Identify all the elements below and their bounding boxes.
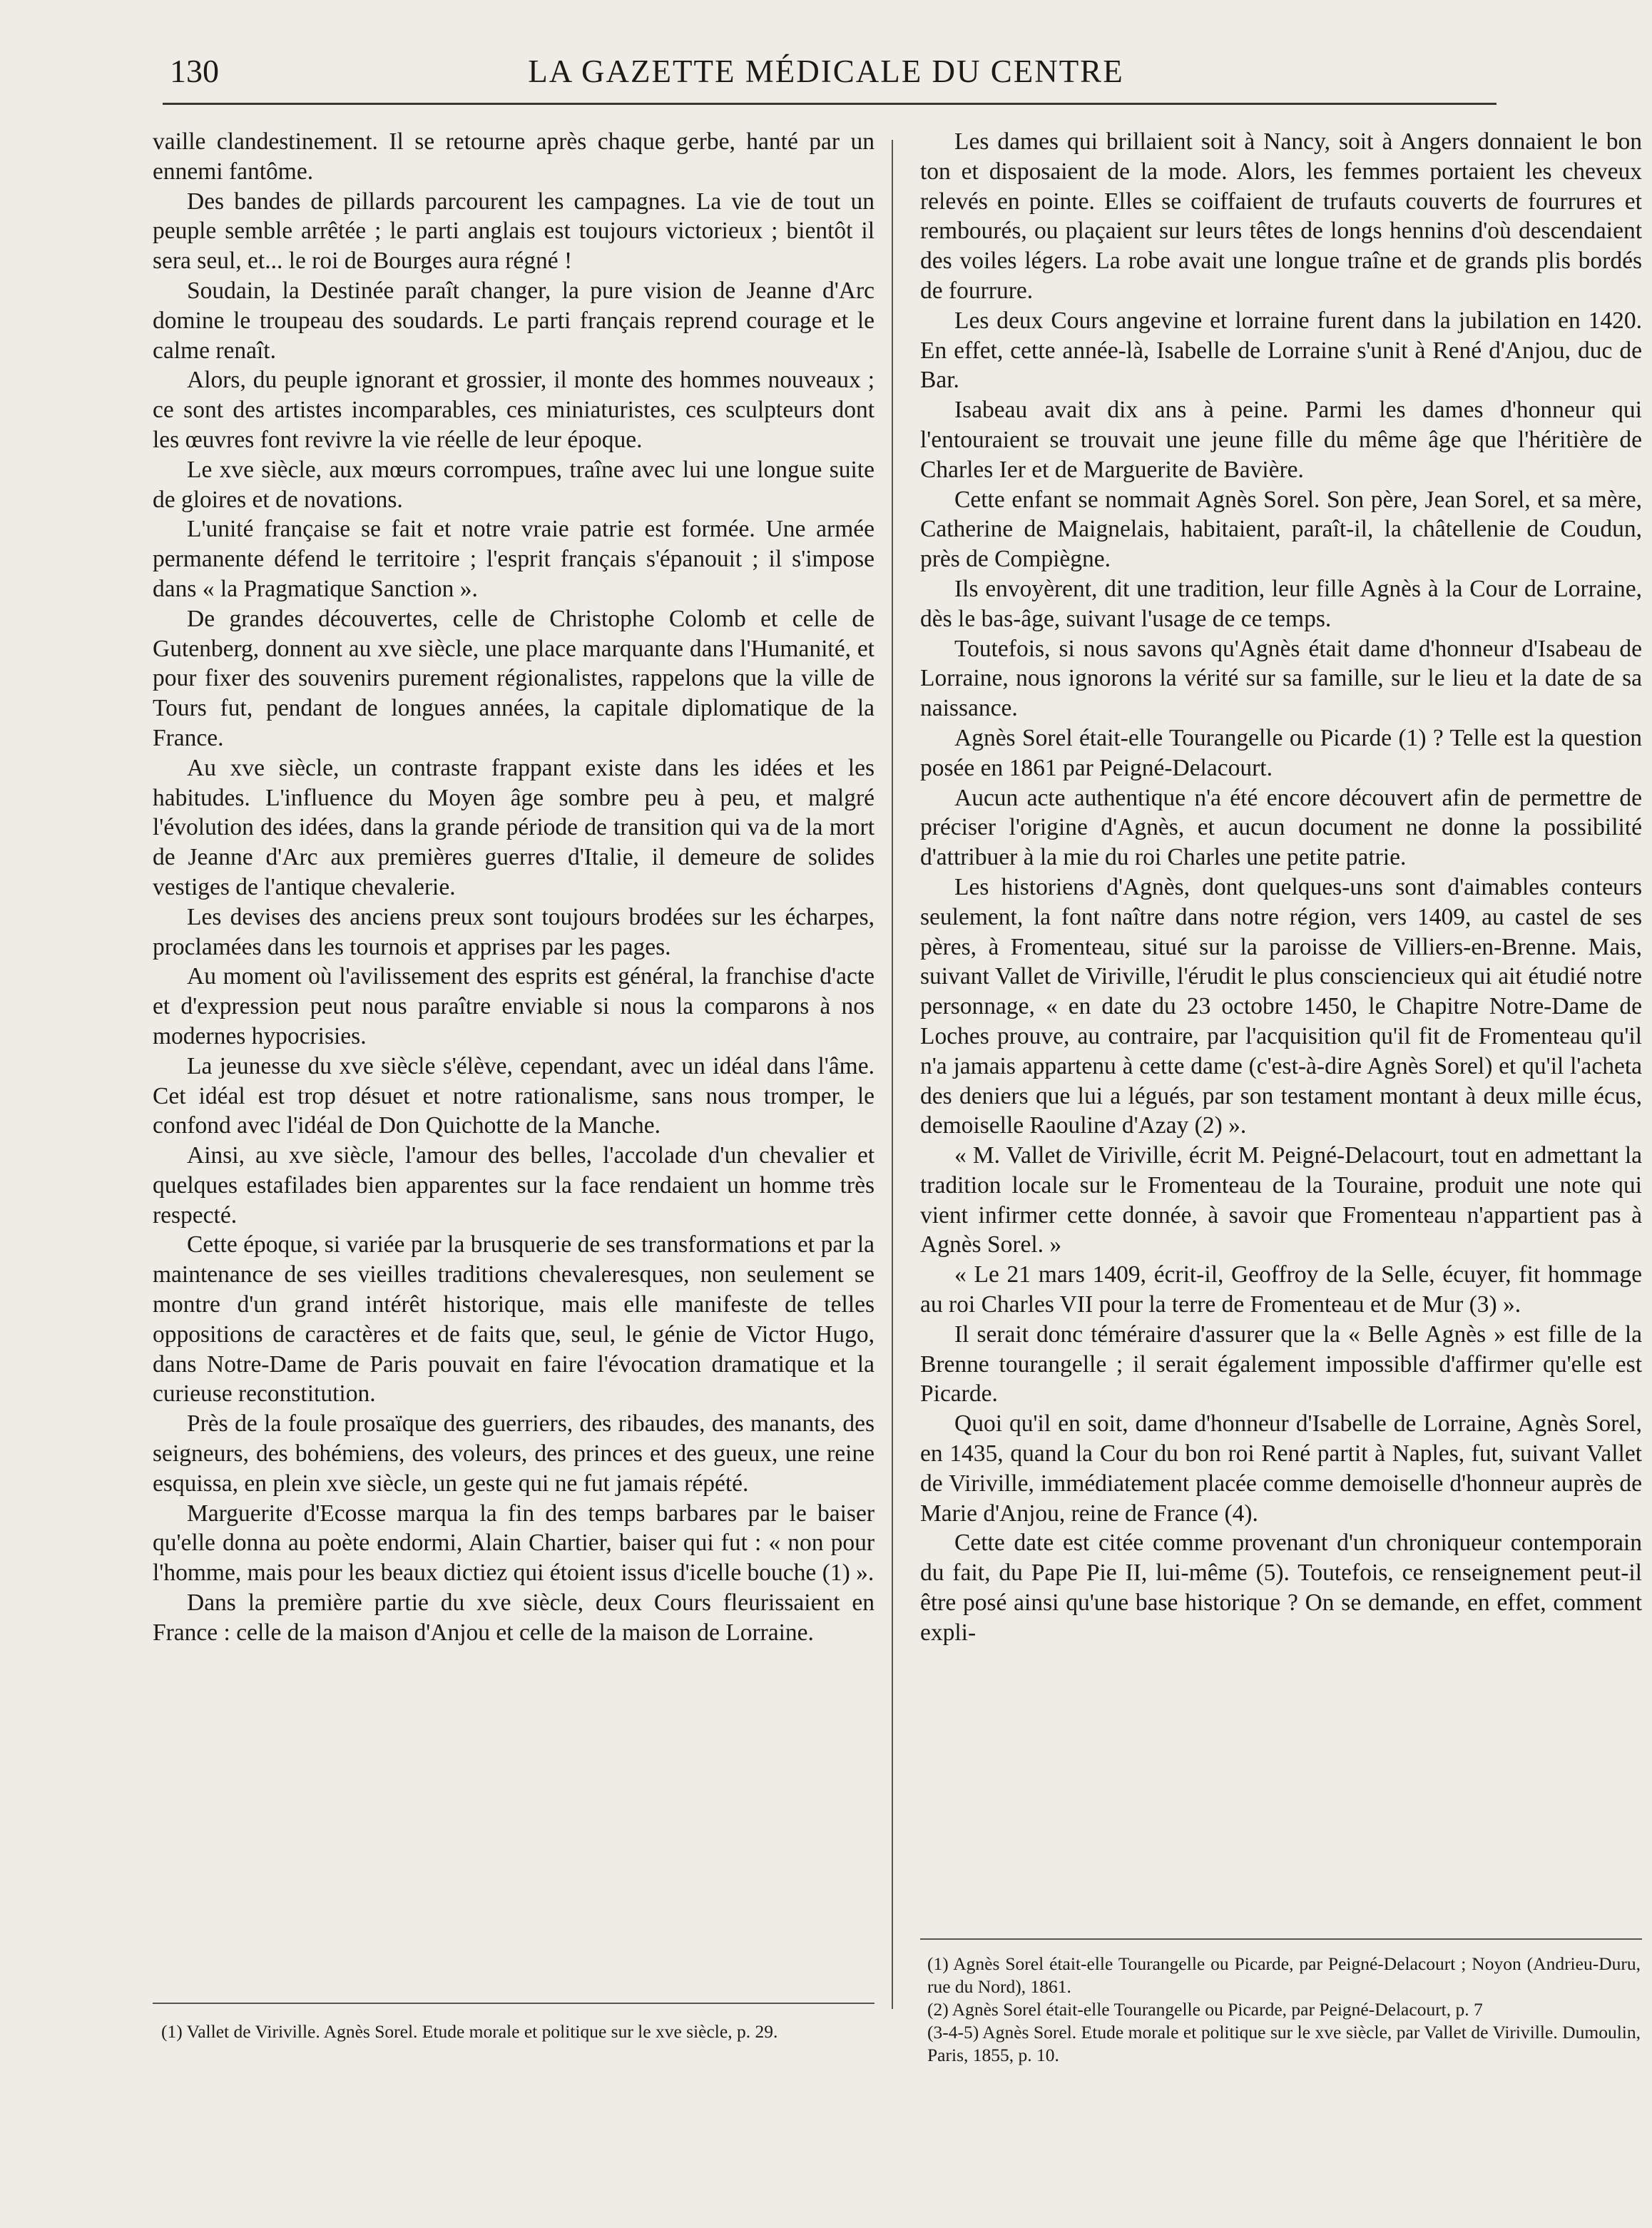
right-column <box>920 127 1642 1648</box>
paragraph: « Le 21 mars 1409, écrit-il, Geoffroy de la Selle, écuyer, fit hommage au roi Charles VII pour la terre de Fromenteau et de Mur (3) ». <box>920 1261 1642 1318</box>
paragraph: Agnès Sorel était-elle Tourangelle ou Picarde (1) ? Telle est la question posée en 1861 par Peigné-Delacourt. <box>920 724 1642 781</box>
paragraph: Au xve siècle, un contraste frappant existe dans les idées et les habitudes. L'influence du Moyen âge sombre peu à peu, et malgré l'évolution des idées, dans la grande période de transition qui va de la mort de Jeanne d'Arc aux premières guerres d'Italie, il demeure de solides vestiges de l'antique chevalerie. <box>153 754 875 900</box>
paragraph: Quoi qu'il en soit, dame d'honneur d'Isabelle de Lorraine, Agnès Sorel, en 1435, quand la Cour du bon roi René partit à Naples, fut, suivant Vallet de Viriville, immédiatement placée comme demoiselle d'honneur auprès de Marie d'Anjou, reine de France (4). <box>920 1410 1642 1527</box>
footnote-rule <box>920 1938 1642 1940</box>
paragraph: Cette époque, si variée par la brusquerie de ses transformations et par la maintenance de ses vieilles traditions chevaleresques, non seulement se montre d'un grand intérêt historique, mais elle manifeste de telles oppositions de caractères et de faits que, seul, le génie de Victor Hugo, dans Notre-Dame de Paris pouvait en faire l'évocation dramatique et la curieuse reconstitution. <box>153 1231 875 1408</box>
paragraph: Les devises des anciens preux sont toujours brodées sur les écharpes, proclamées dans les tournois et apprises par les pages. <box>153 903 875 960</box>
paragraph: De grandes découvertes, celle de Christophe Colomb et celle de Gutenberg, donnent au xve siècle, une place marquante dans l'Humanité, et pour fixer des souvenirs purement régionalistes, rappelons que la ville de Tours fut, pendant de longues années, la capitale diplomatique de la France. <box>153 605 875 751</box>
page-header <box>0 50 1652 93</box>
paragraph: Dans la première partie du xve siècle, deux Cours fleurissaient en France : celle de la maison d'Anjou et celle de la maison de Lorraine. <box>153 1589 875 1646</box>
paragraph: Près de la foule prosaïque des guerriers, des ribaudes, des manants, des seigneurs, des bohémiens, des voleurs, des princes et des gueux, une reine esquissa, en plein xve siècle, un geste qui ne fut jamais répété. <box>153 1410 875 1497</box>
paragraph: Au moment où l'avilissement des esprits est général, la franchise d'acte et d'expression peut nous paraître enviable si nous la comparons à nos modernes hypocrisies. <box>153 963 875 1049</box>
column-divider <box>892 140 893 2009</box>
paragraph: Cette enfant se nommait Agnès Sorel. Son père, Jean Sorel, et sa mère, Catherine de Maignelais, habitaient, paraît-il, la châtellenie de Coudun, près de Compiègne. <box>920 486 1642 573</box>
paragraph: Des bandes de pillards parcourent les campagnes. La vie de tout un peuple semble arrêtée ; le parti anglais est toujours victorieux ; bientôt il sera seul, et... le roi de Bourges aura régné ! <box>153 188 875 275</box>
paragraph: La jeunesse du xve siècle s'élève, cependant, avec un idéal dans l'âme. Cet idéal est trop désuet et notre rationalisme, sans nous tromper, le confond avec l'idéal de Don Quichotte de la Manche. <box>153 1052 875 1139</box>
paragraph: Cette date est citée comme provenant d'un chroniqueur contemporain du fait, du Pape Pie II, lui-même (5). Toutefois, ce renseignement peut-il être posé ainsi qu'une base historique ? On se demande, en effet, comment expli- <box>920 1530 1642 1646</box>
footnote: (1) Agnès Sorel était-elle Tourangelle ou Picarde, par Peigné-Delacourt ; Noyon (Andrieu-Duru, rue du Nord), 1861. <box>927 1953 1641 1997</box>
paragraph: Il serait donc téméraire d'assurer que la « Belle Agnès » est fille de la Brenne tourangelle ; il serait également impossible d'affirmer qu'elle est Picarde. <box>920 1321 1642 1408</box>
paragraph: Les deux Cours angevine et lorraine furent dans la jubilation en 1420. En effet, cette année-là, Isabelle de Lorraine s'unit à René d'Anjou, duc de Bar. <box>920 307 1642 394</box>
paragraph: vaille clandestinement. Il se retourne après chaque gerbe, hanté par un ennemi fantôme. <box>153 128 875 185</box>
header-rule <box>163 103 1497 105</box>
paragraph: Le xve siècle, aux mœurs corrompues, traîne avec lui une longue suite de gloires et de novations. <box>153 456 875 513</box>
paragraph: Isabeau avait dix ans à peine. Parmi les dames d'honneur qui l'entouraient se trouvait une jeune fille du même âge que l'héritière de Charles Ier et de Marguerite de Bavière. <box>920 397 1642 483</box>
paragraph: « M. Vallet de Viriville, écrit M. Peigné-Delacourt, tout en admettant la tradition locale sur le Fromenteau de la Touraine, produit une note qui vient infirmer cette donnée, à savoir que Fromenteau n'appartient pas à Agnès Sorel. » <box>920 1142 1642 1258</box>
paragraph: Toutefois, si nous savons qu'Agnès était dame d'honneur d'Isabeau de Lorraine, nous ignorons la vérité sur sa famille, sur le lieu et la date de sa naissance. <box>920 635 1642 722</box>
paragraph: Ainsi, au xve siècle, l'amour des belles, l'accolade d'un chevalier et quelques estafilades bien apparentes sur la face rendaient un homme très respecté. <box>153 1142 875 1229</box>
running-title: LA GAZETTE MÉDICALE DU CENTRE <box>528 54 1124 89</box>
paragraph: L'unité française se fait et notre vraie patrie est formée. Une armée permanente défend le territoire ; l'esprit français s'épanouit ; il s'impose dans « la Pragmatique Sanction ». <box>153 516 875 602</box>
paragraph: Ils envoyèrent, dit une tradition, leur fille Agnès à la Cour de Lorraine, dès le bas-âge, suivant l'usage de ce temps. <box>920 575 1642 632</box>
footnote: (2) Agnès Sorel était-elle Tourangelle ou Picarde, par Peigné-Delacourt, p. 7 <box>927 1999 1483 2020</box>
footnotes-left <box>161 2020 875 2043</box>
footnote-rule <box>153 2003 875 2004</box>
footnotes-right <box>927 1953 1641 2067</box>
paragraph: Les historiens d'Agnès, dont quelques-uns sont d'aimables conteurs seulement, la font naître dans notre région, vers 1409, au castel de ses pères, à Fromenteau, situé sur la paroisse de Villiers-en-Brenne. Mais, suivant Vallet de Viriville, l'érudit le plus consciencieux qui ait étudié notre personnage, « en date du 23 octobre 1450, le Chapitre Notre-Dame de Loches prouve, au contraire, par l'acquisition qu'il fit de Fromenteau qu'il n'a jamais appartenu à cette dame (c'est-à-dire Agnès Sorel) et qu'il l'acheta des deniers que lui a légués, par son testament montant à deux mille écus, demoiselle Raouline d'Azay (2) ». <box>920 873 1642 1139</box>
paragraph: Soudain, la Destinée paraît changer, la pure vision de Jeanne d'Arc domine le troupeau des soudards. Le parti français reprend courage et le calme renaît. <box>153 277 875 364</box>
footnote: (1) Vallet de Viriville. Agnès Sorel. Etude morale et politique sur le xve siècle, p. 29. <box>161 2021 778 2042</box>
paragraph: Les dames qui brillaient soit à Nancy, soit à Angers donnaient le bon ton et disposaient de la mode. Alors, les femmes portaient les cheveux relevés en pointe. Elles se coiffaient de trufauts couverts de fourrures et rembourés, ou plaçaient sur leurs têtes de longs hennins d'où descendaient des voiles légers. La robe avait une longue traîne et de grands plis bordés de fourrure. <box>920 128 1642 304</box>
page-number: 130 <box>170 53 219 89</box>
paragraph: Marguerite d'Ecosse marqua la fin des temps barbares par le baiser qu'elle donna au poète endormi, Alain Chartier, baiser qui fut : « non pour l'homme, mais pour les beaux dictiez qui étoient issus d'icelle bouche (1) ». <box>153 1500 875 1587</box>
paragraph: Alors, du peuple ignorant et grossier, il monte des hommes nouveaux ; ce sont des artistes incomparables, ces miniaturistes, ces sculpteurs dont les œuvres font revivre la vie réelle de leur époque. <box>153 367 875 453</box>
paragraph: Aucun acte authentique n'a été encore découvert afin de permettre de préciser l'origine d'Agnès, et aucun document ne donne la possibilité d'attribuer à la mie du roi Charles une petite patrie. <box>920 784 1642 871</box>
left-column <box>153 127 875 1648</box>
footnote: (3-4-5) Agnès Sorel. Etude morale et politique sur le xve siècle, par Vallet de Viriville. Dumoulin, Paris, 1855, p. 10. <box>927 2022 1641 2065</box>
